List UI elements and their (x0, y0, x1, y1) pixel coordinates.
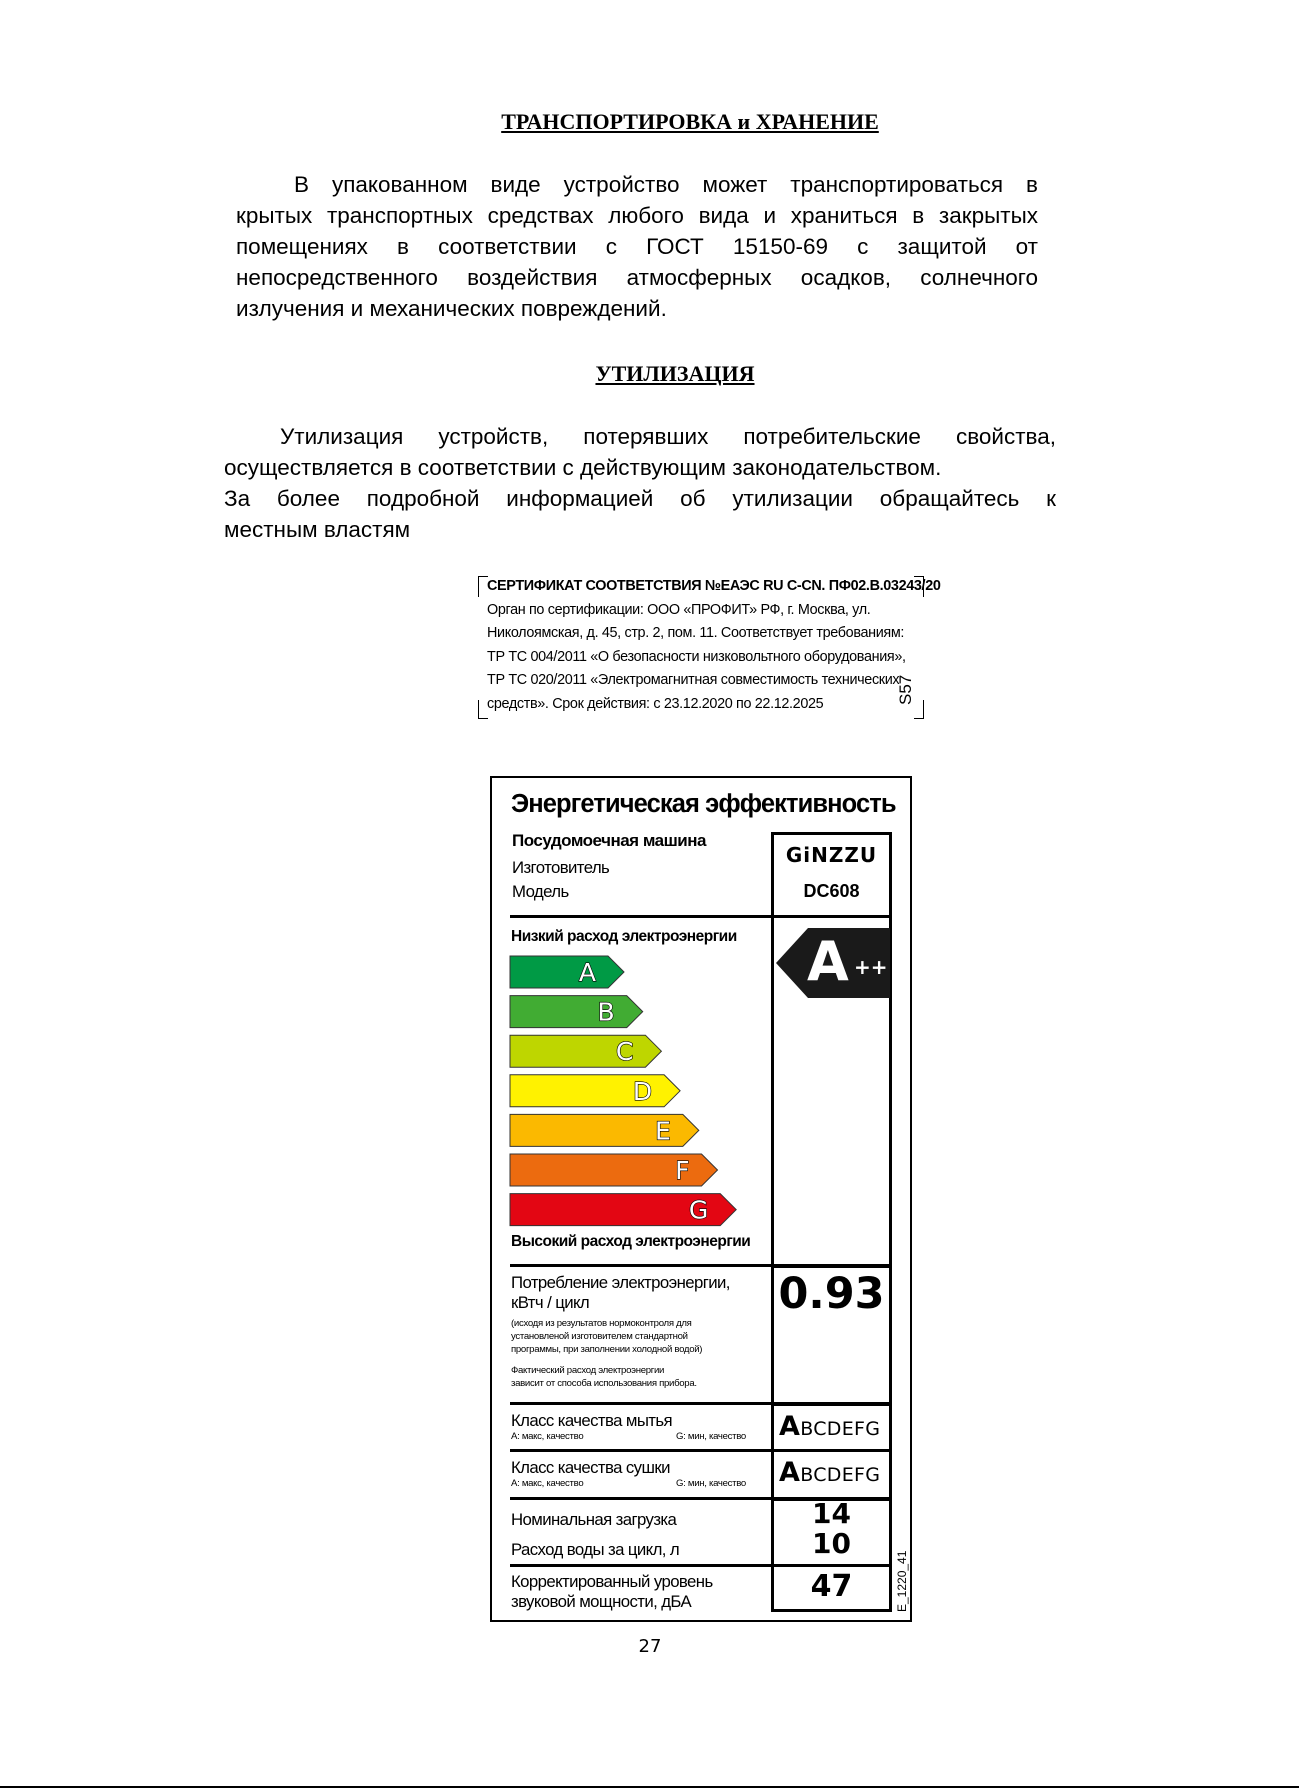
divider (510, 1449, 772, 1452)
energy-class-bar-c (510, 1035, 661, 1067)
drying-class-rest: BCDEFG (800, 1464, 881, 1486)
energy-class-bar-a (510, 956, 624, 988)
energy-class-letter-a: A (578, 958, 596, 987)
drying-class-scale (779, 1457, 880, 1488)
drying-scale-right: G: мин, качество (676, 1478, 746, 1489)
washing-scale-left: A: макс, качество (511, 1431, 584, 1442)
certificate-line: ТР ТС 004/2011 «О безопасности низковольтного оборудования», (487, 648, 906, 665)
divider (510, 1402, 772, 1405)
consumption-value: 0.93 (778, 1269, 885, 1319)
drying-scale-left: A: макс, качество (511, 1478, 584, 1489)
certificate-line: Николоямская, д. 45, стр. 2, пом. 11. Соответствует требованиям: (487, 625, 905, 642)
drying-class-label: Класс качества сушки (511, 1458, 670, 1477)
transport-line: помещениях в соответствии с ГОСТ 15150-69 с защитой от (236, 234, 1038, 259)
transport-heading: ТРАНСПОРТИРОВКА и ХРАНЕНИЕ (501, 109, 879, 134)
energy-class-letter-e: E (655, 1116, 671, 1146)
load-value: 14 (812, 1497, 851, 1530)
divider (510, 1564, 772, 1567)
consumption-note-actual (511, 1364, 697, 1390)
consumption-note (511, 1317, 702, 1356)
divider (510, 915, 772, 918)
water-value: 10 (812, 1527, 851, 1560)
energy-class-letter-d: D (632, 1076, 653, 1106)
drying-class-value: A (779, 1457, 801, 1488)
transport-paragraph (236, 169, 1038, 324)
water-label: Расход воды за цикл, л (511, 1540, 680, 1559)
appliance-type: Посудомоечная машина (512, 831, 706, 850)
manufacturer-label: Изготовитель (512, 858, 610, 877)
energy-class-letter-g: G (688, 1195, 709, 1225)
rating-suffix: ++ (854, 955, 888, 979)
note-line: зависит от способа использования прибора. (511, 1378, 697, 1389)
transport-line: непосредственного воздействия атмосферных осадков, солнечного (236, 265, 1038, 290)
disposal-line: За более подробной информацией об утилизации обращайтесь к (224, 486, 1056, 511)
noise-label-unit: звуковой мощности, дБА (511, 1592, 692, 1611)
load-label: Номинальная загрузка (511, 1510, 677, 1529)
brand-logo: GiNZZU (785, 843, 878, 867)
certificate-text (487, 575, 941, 718)
certificate-line: средств». Срок действия: с 23.12.2020 по 22.12.2025 (487, 695, 824, 712)
transport-line: крытых транспортных средствах любого вида и храниться в закрытых (236, 203, 1038, 228)
high-consumption-label: Высокий расход электроэнергии (511, 1233, 751, 1250)
note-line: (исходя из результатов нормоконтроля для (511, 1318, 692, 1329)
washing-class-label: Класс качества мытья (511, 1411, 673, 1430)
low-consumption-label: Низкий расход электроэнергии (511, 928, 737, 945)
transport-line: излучения и механических повреждений. (236, 296, 667, 321)
washing-class-rest: BCDEFG (800, 1418, 881, 1440)
note-line: программы, при заполнении холодной водой) (511, 1344, 703, 1355)
energy-class-bar-d (510, 1075, 680, 1107)
energy-class-letter-f: F (675, 1156, 690, 1185)
certificate-line: Орган по сертификации: ООО «ПРОФИТ» РФ, г. Москва, ул. (487, 601, 871, 618)
disposal-heading: УТИЛИЗАЦИЯ (595, 361, 755, 386)
energy-class-letter-c: C (615, 1037, 634, 1067)
certificate-code: S57 (896, 674, 915, 705)
rating-letter: A (807, 930, 849, 993)
disposal-paragraph (224, 421, 1056, 545)
washing-class-scale (779, 1411, 880, 1442)
consumption-label: Потребление электроэнергии, (511, 1273, 730, 1292)
consumption-unit: кВтч / цикл (511, 1293, 590, 1312)
disposal-line: осуществляется в соответствии с действующим законодательством. (224, 455, 942, 480)
model-value: DC608 (803, 881, 860, 901)
washing-scale-right: G: мин, качество (676, 1431, 746, 1442)
label-code: E_1220_41 (895, 1550, 909, 1612)
noise-label: Корректированный уровень (511, 1572, 713, 1591)
energy-class-letter-b: B (597, 997, 615, 1027)
washing-class-value: A (779, 1411, 801, 1442)
disposal-line: местным властям (224, 517, 411, 542)
note-line: Фактический расход электроэнергии (511, 1365, 665, 1376)
noise-value: 47 (810, 1569, 853, 1604)
divider (510, 1264, 772, 1267)
certificate-line: ТР ТС 020/2011 «Электромагнитная совместимость технических (487, 672, 900, 689)
page-number: 27 (638, 1636, 662, 1657)
transport-line: В упакованном виде устройство может транспортироваться в (294, 172, 1038, 197)
certificate-title: СЕРТИФИКАТ СООТВЕТСТВИЯ №ЕАЭС RU С-CN. ПФ02.В.03243/20 (487, 578, 941, 594)
divider (510, 1497, 772, 1500)
disposal-line: Утилизация устройств, потерявших потребительские свойства, (280, 424, 1056, 449)
energy-label-title: Энергетическая эффективность (511, 790, 896, 818)
model-label: Модель (512, 882, 569, 901)
note-line: установленой изготовителем стандартной (511, 1331, 688, 1342)
page-bottom-rule (0, 1786, 1299, 1788)
energy-class-bar-b (510, 996, 643, 1028)
energy-class-bars (508, 950, 748, 1230)
